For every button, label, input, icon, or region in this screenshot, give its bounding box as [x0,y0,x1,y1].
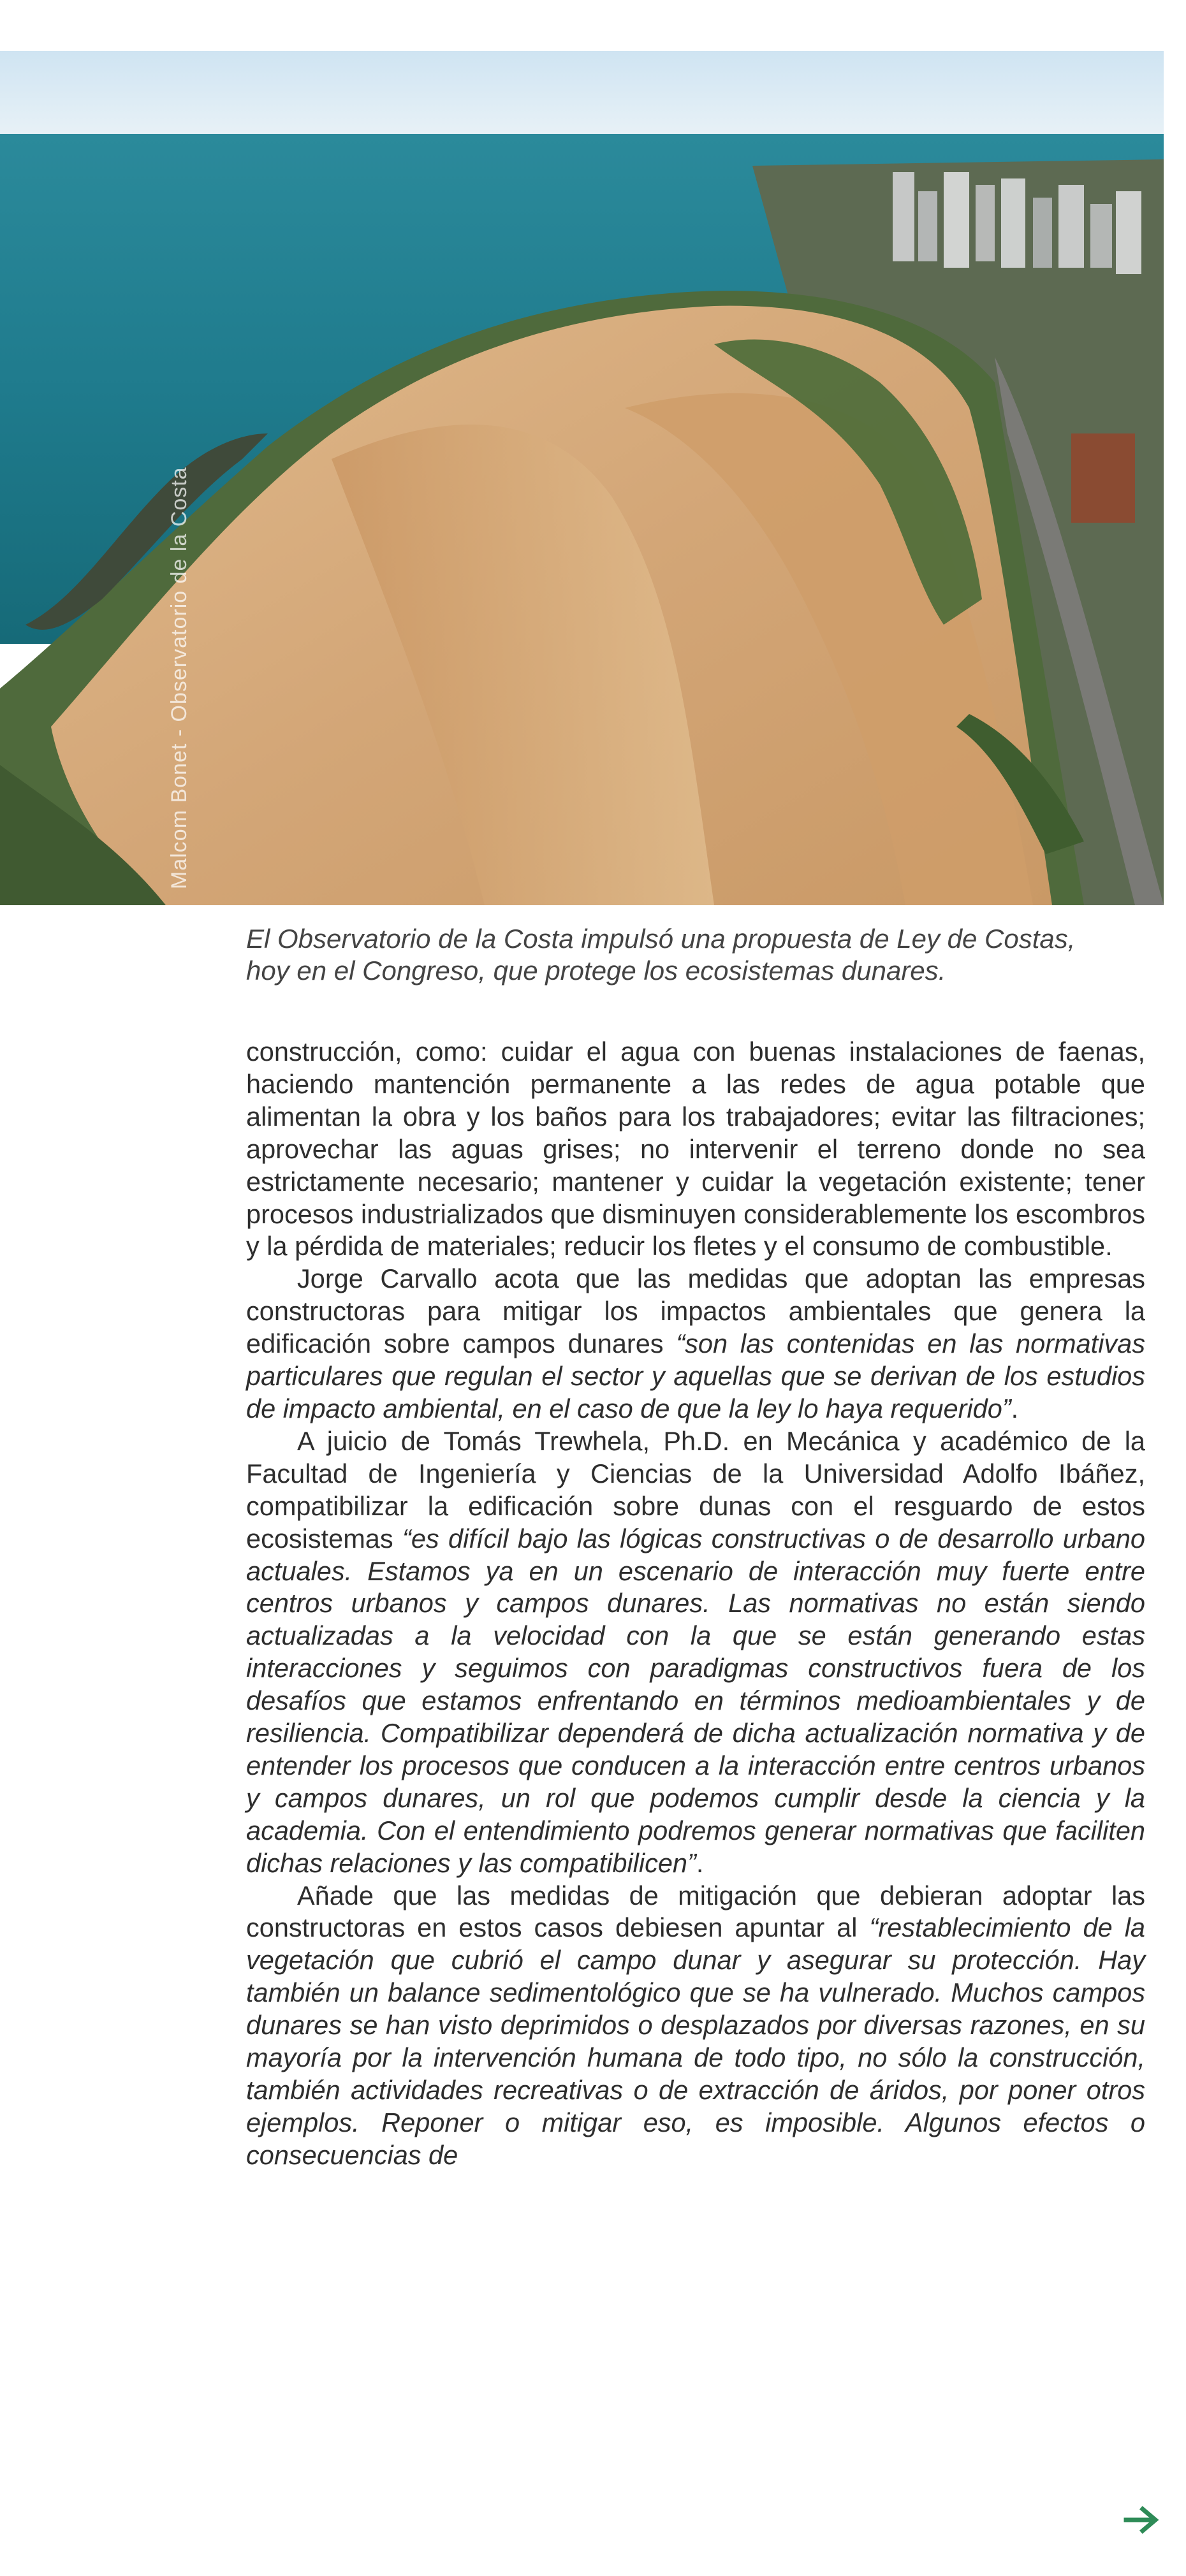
paragraph-4-quote: “restablecimiento de la vegetación que cubrió el campo dunar y asegurar su protección. Hay también un balance sedimentológico que se ha vulnerado. Muchos campos dunares se han visto deprimidos o desplazados por diversas razones, en su mayoría por la intervención humana de todo tipo, no sólo la construcción, también actividades recreativas o de extracción de áridos, por poner otros ejemplos. Reponer o mitigar eso, es imposible. Algunos efectos o consecuencias de [246,1912,1146,2170]
paragraph-2-quote: “son las contenidas en las normativas particulares que regulan el sector y aquellas que se derivan de los estudios de impacto ambiental, en el caso de que la ley lo haya requerido” [246,1328,1145,1423]
paragraph-4 [246,1880,1145,2172]
paragraph-1: construcción, como: cuidar el agua con buenas instalaciones de faenas, haciendo mantención permanente a las redes de agua potable que alimentan la obra y los baños para los trabajadores; evitar las filtraciones; aprovechar las aguas grises; no intervenir el terreno donde no sea estrictamente necesario; mantener y cuidar la vegetación existente; tener procesos industrializados que disminuyen considerablemente los escombros y la pérdida de materiales; reducir los fletes y el consumo de combustible. [246,1037,1145,1262]
paragraph-3 [246,1425,1145,1880]
photo-credit: Malcom Bonet - Observatorio de la Costa [167,467,191,889]
paragraph-2-text: Jorge Carvallo acota que las medidas que adoptan las empresas constructoras para mitigar los impactos ambientales que genera la edificación sobre campos dunares [246,1263,1145,1359]
paragraph-3-quote: “es difícil bajo las lógicas constructivas o de desarrollo urbano actuales. Estamos ya en un escenario de interacción muy fuerte entre centros urbanos y campos dunares. Las normativas no están siendo actualizadas a la velocidad con la que se están generando estas interacciones y seguimos con paradigmas constructivos fuera de los desafíos que estamos enfrentando en términos medioambientales y de resiliencia. Compatibilizar dependerá de dicha actualización normativa y de entender los procesos que conducen a la interacción entre centros urbanos y campos dunares, un rol que podemos cumplir desde la ciencia y la academia. Con el entendimiento podremos generar normativas que faciliten dichas relaciones y las compatibilicen” [246,1523,1146,1878]
paragraph-4-text: Añade que las medidas de mitigación que debieran adoptar las constructoras en estos casos debiesen apuntar al [246,1880,1145,1943]
paragraph-3-text: A juicio de Tomás Trewhela, Ph.D. en Mecánica y académico de la Facultad de Ingeniería y Ciencias de la Universidad Adolfo Ibáñez, compatibilizar la edificación sobre dunas con el resguardo de estos ecosistemas [246,1425,1145,1554]
paragraph-3-end: . [696,1847,704,1878]
caption-line-1: El Observatorio de la Costa impulsó una propuesta de Ley de Costas, [246,924,1076,954]
paragraph-2-end: . [1011,1393,1019,1423]
caption-line-2: hoy en el Congreso, que protege los ecosistemas dunares. [246,956,946,986]
next-page-arrow-icon[interactable] [1124,2504,1162,2536]
paragraph-2 [246,1263,1145,1425]
photo-caption [246,923,1139,987]
article-body [246,1036,1145,2172]
arrow-right-icon [1124,2504,1162,2536]
